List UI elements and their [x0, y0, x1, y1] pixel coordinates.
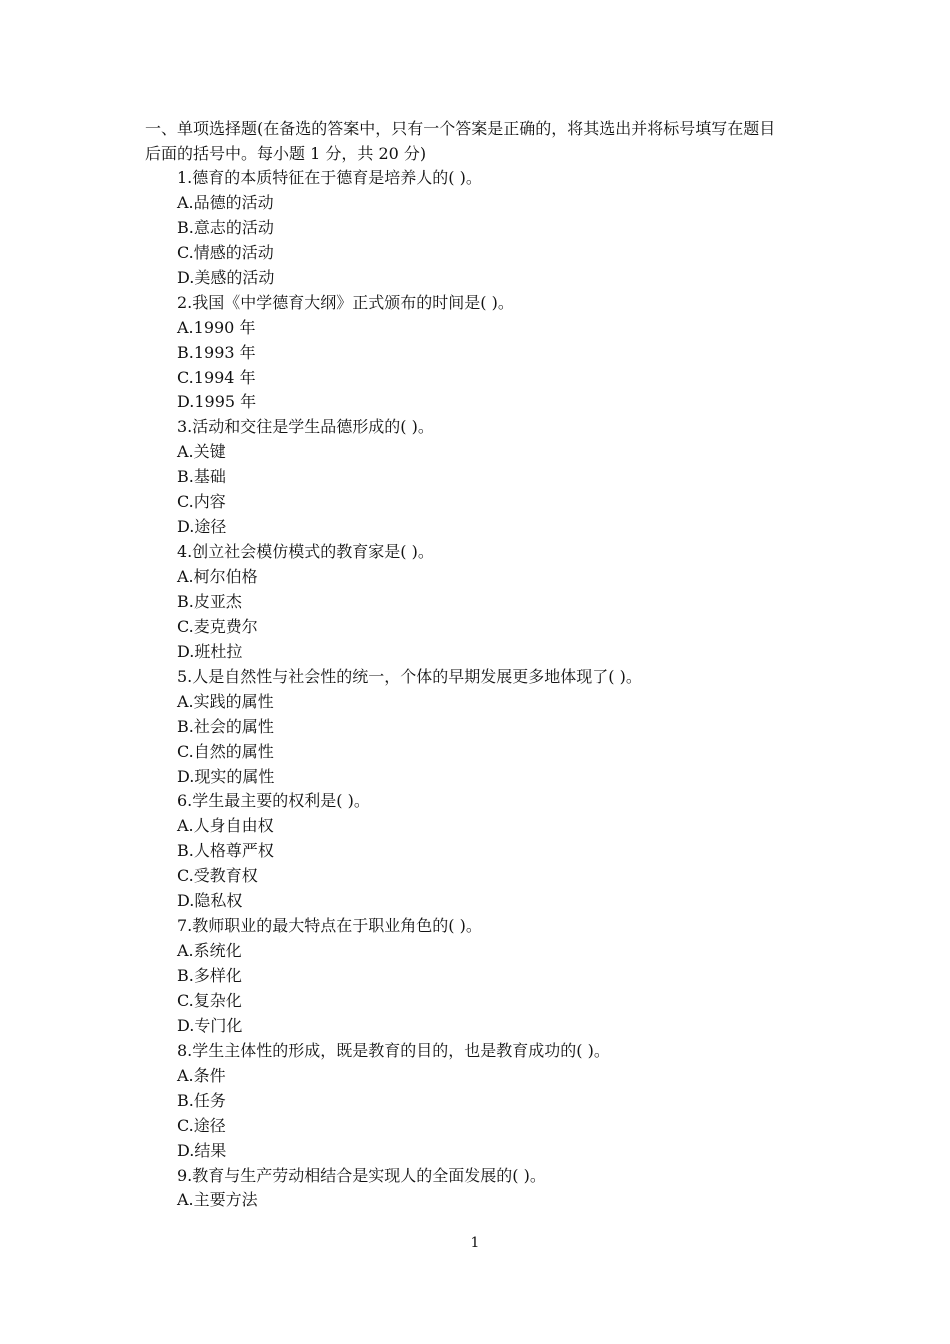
question-stem: 7.教师职业的最大特点在于职业角色的( )。 [177, 916, 482, 936]
question-option: D.美感的活动 [177, 267, 275, 287]
question-option: A.品德的活动 [177, 192, 274, 212]
question-option: A.1990 年 [177, 317, 256, 337]
question-stem: 8.学生主体性的形成，既是教育的目的，也是教育成功的( )。 [177, 1040, 610, 1060]
question-option: A.人身自由权 [177, 816, 274, 836]
section-heading-line-1: 一、单项选择题(在备选的答案中，只有一个答案是正确的，将其选出并将标号填写在题目 [145, 119, 776, 138]
question-option: D.1995 年 [177, 392, 257, 412]
question-option: C.1994 年 [177, 367, 256, 387]
question-option: D.途径 [177, 517, 227, 537]
question-stem: 3.活动和交往是学生品德形成的( )。 [177, 417, 434, 437]
page-number: 1 [470, 1235, 480, 1251]
question-option: C.情感的活动 [177, 242, 274, 262]
question-option: B.基础 [177, 467, 226, 487]
question-stem: 1.德育的本质特征在于德育是培养人的( )。 [177, 168, 482, 187]
question-option: A.柯尔伯格 [177, 567, 258, 586]
question-option: B.意志的活动 [177, 217, 274, 237]
section-heading [145, 116, 825, 166]
question-option: C.途径 [177, 1115, 226, 1135]
question-stem: 6.学生最主要的权利是( )。 [177, 791, 370, 811]
question-stem: 9.教育与生产劳动相结合是实现人的全面发展的( )。 [177, 1165, 546, 1185]
question-option: B.社会的属性 [177, 716, 274, 736]
question-stem: 5.人是自然性与社会性的统一，个体的早期发展更多地体现了( )。 [177, 666, 642, 686]
question-option: C.自然的属性 [177, 741, 274, 761]
question-option: D.班杜拉 [177, 641, 243, 661]
question-option: C.受教育权 [177, 866, 258, 886]
question-option: A.条件 [177, 1065, 226, 1085]
question-option: B.任务 [177, 1090, 226, 1110]
question-option: C.复杂化 [177, 990, 242, 1010]
question-option: B.1993 年 [177, 342, 256, 362]
question-option: D.隐私权 [177, 891, 243, 911]
question-option: D.专门化 [177, 1015, 243, 1035]
question-option: B.人格尊严权 [177, 841, 274, 861]
question-option: C.麦克费尔 [177, 616, 258, 636]
question-stem: 2.我国《中学德育大纲》正式颁布的时间是( )。 [177, 292, 514, 312]
question-option: A.关键 [177, 442, 226, 462]
question-stem: 4.创立社会模仿模式的教育家是( )。 [177, 542, 434, 562]
section-heading-line-2: 后面的括号中。每小题 1 分，共 20 分) [145, 144, 427, 163]
question-option: A.主要方法 [177, 1190, 258, 1210]
question-option: A.实践的属性 [177, 691, 274, 711]
question-option: C.内容 [177, 492, 226, 512]
question-option: A.系统化 [177, 941, 242, 961]
question-option: D.现实的属性 [177, 766, 275, 786]
question-option: B.多样化 [177, 966, 242, 985]
question-option: D.结果 [177, 1140, 227, 1160]
question-option: B.皮亚杰 [177, 591, 242, 611]
question-list [177, 166, 642, 1213]
